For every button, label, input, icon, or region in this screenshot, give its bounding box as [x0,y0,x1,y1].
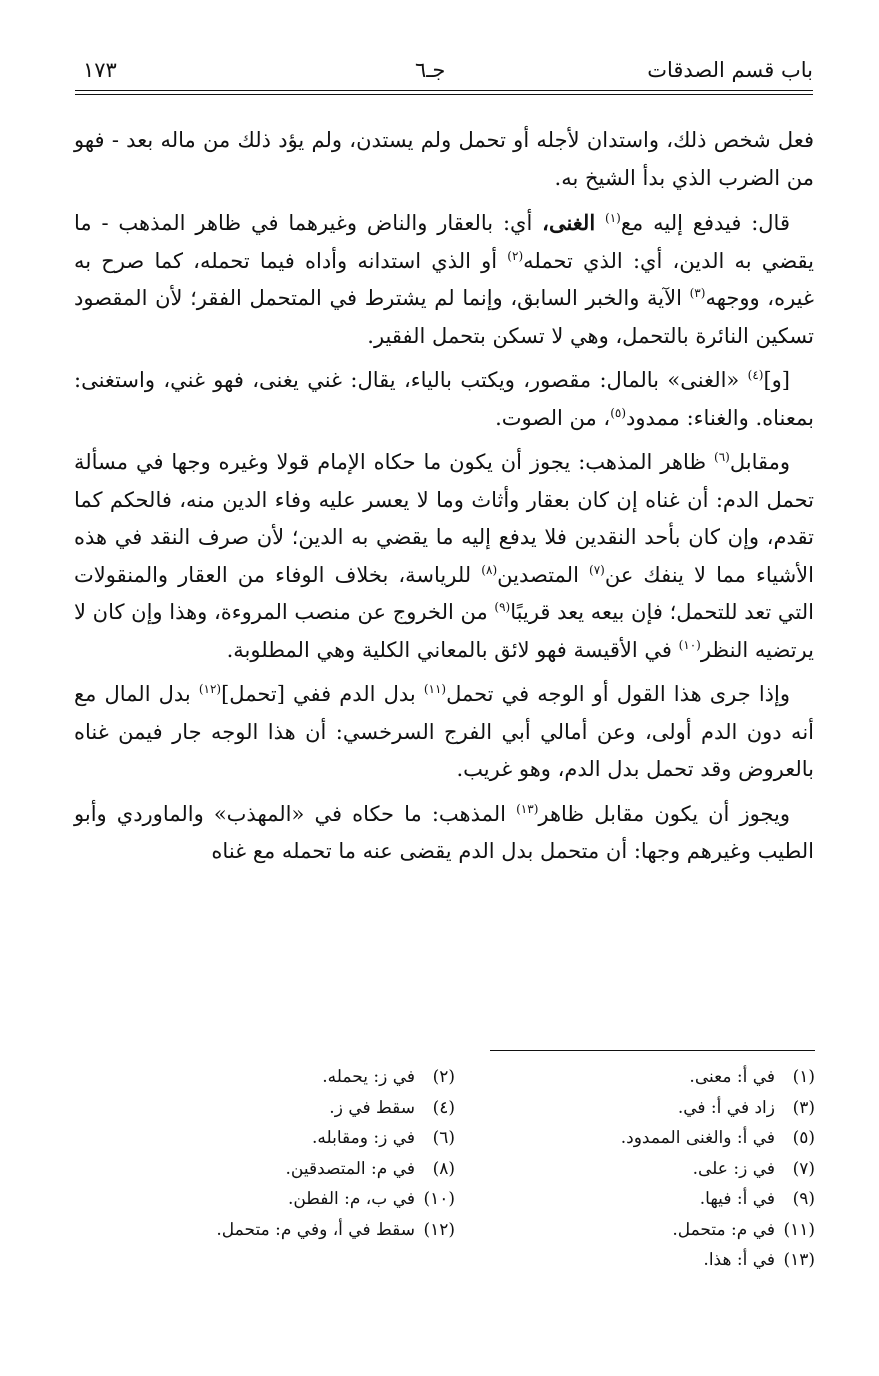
paragraph-6: ويجوز أن يكون مقابل ظاهر$^{(١٣)}$ المذهب: ما حكاه في «المهذب» والماوردي وأبو الطيب وغيرهم وجها: أن متحمل بدل الدم يقضى عنه ما تحمله مع غناه [74,801,814,863]
footnote-ref: (١٢) [198,682,222,696]
footnote-ref: (١٠) [678,637,701,652]
footnotes-column-right [485,1062,815,1276]
footnote-ref: (١٣) [516,801,539,816]
paragraph-1: فعل شخص ذلك، واستدان لأجله أو تحمل ولم يستدن، ولم يؤد ذلك من ماله بعد - فهو من الضرب الذي بدأ الشيخ به. [74,128,814,190]
footnote-ref: (٨) [481,562,498,577]
paragraph-5: وإذا جرى هذا القول أو الوجه في تحمل$^{(١١)}$ بدل الدم ففي [تحمل]$^{(١٢)}$ بدل المال مع أنه دون الدم أولى، وعن أمالي أبي الفرج السرخسي: أن هذا الوجه جار فيمن غناه بالعروض وقد تحمل بدل الدم، وهو غريب. [74,682,814,781]
footnote-item: (٩)في أ: فيها. [699,1189,815,1209]
footnote-ref: (١) [605,211,621,225]
footnote-ref: (٥) [610,405,627,420]
footnote-item: (١٣)في أ: هذا. [703,1250,815,1270]
footnote-ref: (٢) [507,248,524,263]
footnote-item: (٣)زاد في أ: في. [677,1097,815,1118]
footnote-ref: (١١) [423,682,447,696]
page-number: ١٧٣ [83,58,117,82]
footnote-item: (٦)في ز: ومقابله. [311,1128,455,1148]
footnotes-column-left [125,1062,455,1245]
footnote-ref: (٤) [747,368,764,382]
footnote-item: (١٠)في ب، م: الفطن. [287,1189,455,1209]
footnote-item: (٨)في م: المتصدقين. [285,1158,455,1179]
footnote-ref: (٩) [494,600,511,614]
volume-number: جـ٦ [415,58,446,82]
footnote-ref: (٧) [589,562,605,577]
footnote-item: (٥)في أ: والغنى الممدود. [620,1128,815,1148]
footnote-item: (٢)في ز: يحمله. [322,1067,455,1087]
footnote-item: (١١)في م: متحمل. [672,1219,815,1240]
footnote-separator [490,1050,815,1051]
paragraph-2: قال: فيدفع إليه مع$^{(١)}$ الغنى، أي: بالعقار والناض وغيرهما في ظاهر المذهب - ما يقضي به الدين، أي: الذي تحمله$^{(٢)}$ أو الذي استدانه وأداه فيما تحمله، كما صرح به غيره، ووجهه$^{(٣)}$ الآية والخبر السابق، وإنما لم يشترط في المتحمل الفقر؛ لأن المقصود تسكين النائرة بالتحمل، وهي لا تسكن بتحمل الفقير. [74,210,814,348]
main-text [74,122,814,878]
footnote-item: (٧)في ز: على. [692,1158,815,1179]
header-rule-thin [75,94,813,95]
paragraph-3: [و]$^{(٤)}$ «الغنى» بالمال: مقصور، ويكتب بالياء، يقال: غني يغنى، فهو غني، واستغنى: بمعناه. والغناء: ممدود$^{(٥)}$، من الصوت. [74,368,814,430]
header-rule [75,90,813,91]
bold-term: الغنى، [542,210,596,235]
footnote-item: (١)في أ: معنى. [689,1067,815,1087]
footnote-ref: (٣) [689,286,706,300]
chapter-title: باب قسم الصدقات [647,58,813,82]
footnote-item: (٤)سقط في ز. [329,1097,455,1118]
page-header [75,50,813,90]
footnote-item: (١٢)سقط في أ، وفي م: متحمل. [216,1219,455,1240]
footnote-ref: (٦) [714,450,730,464]
paragraph-4: ومقابل$^{(٦)}$ ظاهر المذهب: يجوز أن يكون ما حكاه الإمام قولا وغيره وجها في مسألة تحمل الدم: أن غناه إن كان بعقار وأثاث وما لا يعسر عليه وفاء الدين منه، فالحكم كما تقدم، وإن كان بأحد النقدين فلا يدفع إليه ما يقضي به الدين؛ لأن صرف النقد في هذه الأشياء مما لا ينفك عن$^{(٧)}$ المتصدين$^{(٨)}$ للرياسة، بخلاف الوفاء من العقار والمنقولات التي تعد للتحمل؛ فإن بيعه يعد قريبًا$^{(٩)}$ من الخروج عن منصب المروءة، وهذا وإن كان لا يرتضيه النظر$^{(١٠)}$ في الأقيسة فهو لائق بالمعاني الكلية وهي المطلوبة. [74,450,814,662]
